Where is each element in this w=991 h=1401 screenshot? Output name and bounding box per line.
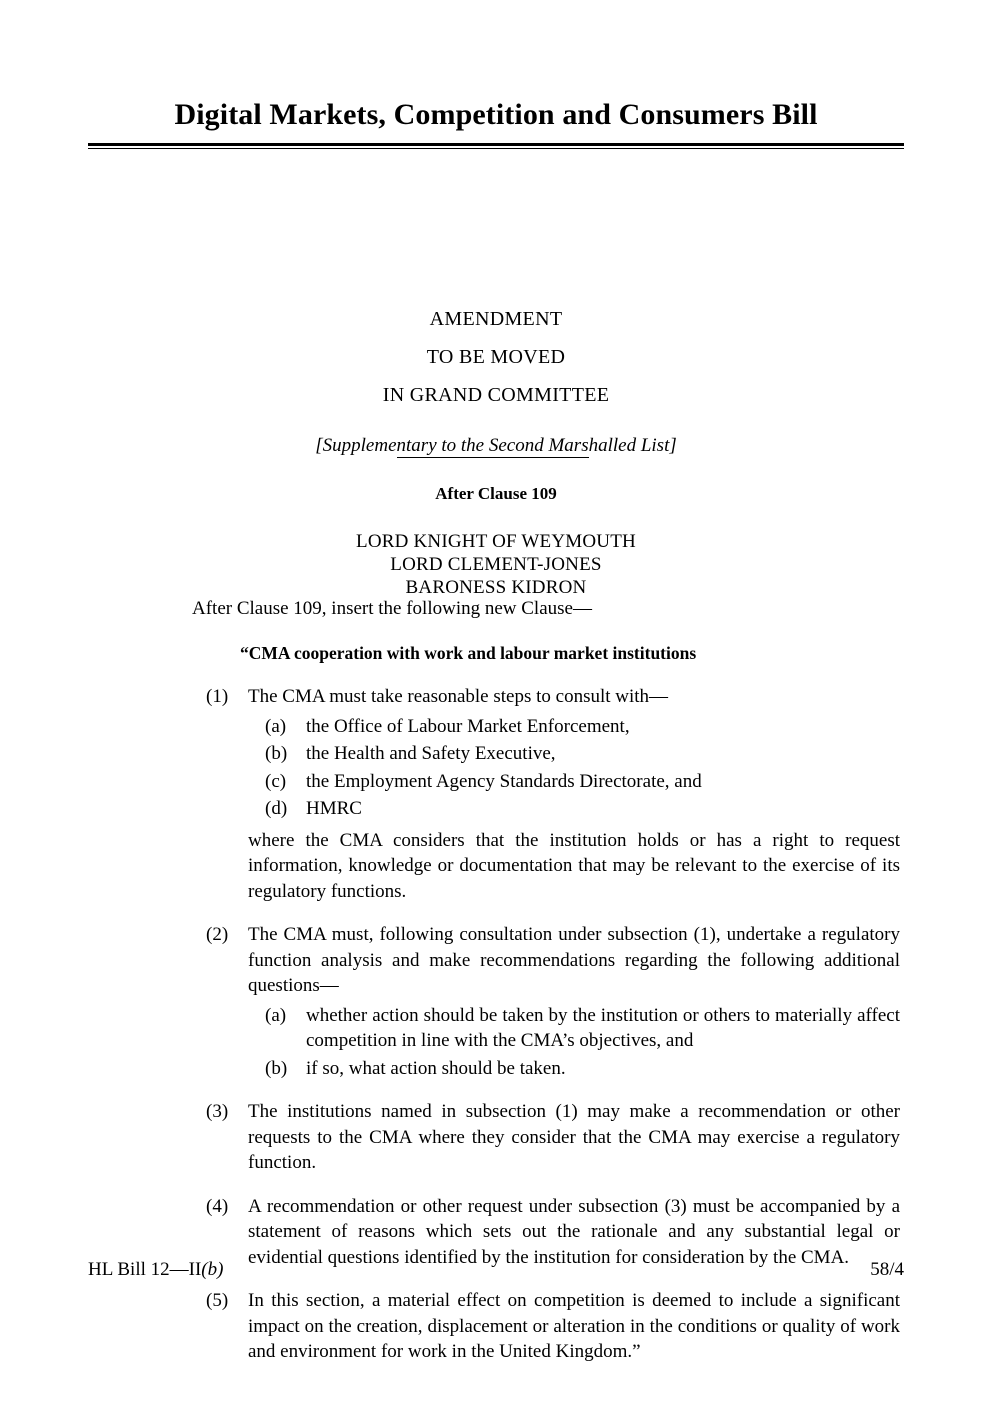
subsection bbox=[192, 684, 900, 904]
list-item-text: the Health and Safety Executive, bbox=[306, 743, 556, 764]
subsection-number: (4) bbox=[206, 1195, 229, 1217]
new-clause-heading: “CMA cooperation with work and labour market institutions bbox=[240, 643, 697, 663]
preamble-line-in-grand-committee: IN GRAND COMMITTEE bbox=[382, 384, 610, 406]
subsection-text: The CMA must, following consultation under subsection (1), undertake a regulatory function analysis and make recommendations regarding the following additional questions— bbox=[248, 924, 900, 996]
sponsor-name: BARONESS KIDRON bbox=[405, 577, 587, 598]
supplementary-note-underlined: ntary to the Second Mars bbox=[396, 435, 589, 456]
list-item-text: HMRC bbox=[306, 798, 362, 819]
list-item-text: the Office of Labour Market Enforcement, bbox=[306, 715, 630, 737]
list-item bbox=[248, 769, 900, 795]
subsection-number: (1) bbox=[206, 686, 229, 707]
preamble-line-amendment: AMENDMENT bbox=[429, 308, 563, 330]
lettered-list bbox=[248, 714, 900, 822]
list-item bbox=[248, 1056, 900, 1082]
list-item-letter: (a) bbox=[265, 1004, 287, 1026]
bill-reference bbox=[88, 1258, 223, 1282]
amendment-lead-in: After Clause 109, insert the following new Clause— bbox=[192, 598, 592, 619]
page-footer bbox=[88, 1258, 904, 1282]
page-reference: 58/4 bbox=[870, 1259, 904, 1280]
subsection-number: (5) bbox=[206, 1290, 229, 1311]
page-title: Digital Markets, Competition and Consumers Bill bbox=[174, 98, 818, 131]
subsection-continuation: where the CMA considers that the institution holds or has a right to request information, knowledge or documentation that may be relevant to the exercise of its regulatory functions. bbox=[248, 829, 900, 902]
subsection-body bbox=[248, 1288, 900, 1365]
list-item-text: whether action should be taken by the institution or others to materially affect competition in line with the CMA’s objectives, and bbox=[306, 1004, 900, 1051]
subsection-body bbox=[248, 922, 900, 1081]
subsection-number: (3) bbox=[206, 1101, 229, 1122]
list-item-letter: (b) bbox=[265, 743, 288, 764]
sponsor-name: LORD KNIGHT OF WEYMOUTH bbox=[356, 531, 636, 552]
sponsor-list bbox=[88, 530, 904, 599]
list-item bbox=[248, 741, 900, 767]
amendment-body bbox=[192, 596, 900, 1365]
subsection-text: The institutions named in subsection (1) may make a recommendation or other requests to the CMA where they consider that the CMA may exercise a regulatory function. bbox=[248, 1101, 900, 1173]
supplementary-note-suffix: halled List] bbox=[588, 435, 677, 456]
list-item-letter: (a) bbox=[265, 715, 287, 737]
document-header bbox=[88, 98, 904, 149]
list-item bbox=[248, 796, 900, 822]
list-item-letter: (c) bbox=[265, 770, 287, 792]
after-clause-heading: After Clause 109 bbox=[435, 484, 557, 503]
subsection-text: A recommendation or other request under subsection (3) must be accompanied by a statement of reasons which sets out the rationale and any substantial legal or evidential questions identified by the institution for consideration by the CMA. bbox=[248, 1195, 900, 1268]
bill-reference-main: HL Bill 12—II bbox=[88, 1259, 202, 1280]
sponsor-name: LORD CLEMENT-JONES bbox=[390, 554, 602, 575]
subsection bbox=[192, 1288, 900, 1365]
header-rule-thin bbox=[88, 148, 904, 150]
subsection bbox=[192, 922, 900, 1081]
supplementary-note bbox=[88, 432, 904, 460]
bill-reference-suffix: (b) bbox=[201, 1259, 224, 1280]
supplementary-note-prefix: [Suppleme bbox=[315, 435, 397, 456]
subsection-text: In this section, a material effect on competition is deemed to include a significant impact on the creation, displacement or alteration in the conditions or quality of work and environment for work in the United Kingdom.” bbox=[248, 1290, 900, 1362]
subsection-body bbox=[248, 684, 900, 904]
subsection bbox=[192, 1099, 900, 1176]
subsection-number: (2) bbox=[206, 924, 229, 945]
list-item bbox=[248, 1003, 900, 1054]
preamble-block bbox=[88, 300, 904, 599]
list-item bbox=[248, 714, 900, 740]
subsection-body bbox=[248, 1099, 900, 1176]
list-item-letter: (b) bbox=[265, 1057, 288, 1079]
preamble-line-to-be-moved: TO BE MOVED bbox=[426, 346, 566, 368]
lettered-list bbox=[248, 1003, 900, 1082]
list-item-text: if so, what action should be taken. bbox=[306, 1057, 566, 1079]
subsection-text: The CMA must take reasonable steps to consult with— bbox=[248, 686, 669, 707]
list-item-text: the Employment Agency Standards Directorate, and bbox=[306, 770, 702, 792]
header-double-rule bbox=[88, 143, 904, 150]
list-item-letter: (d) bbox=[265, 798, 288, 819]
